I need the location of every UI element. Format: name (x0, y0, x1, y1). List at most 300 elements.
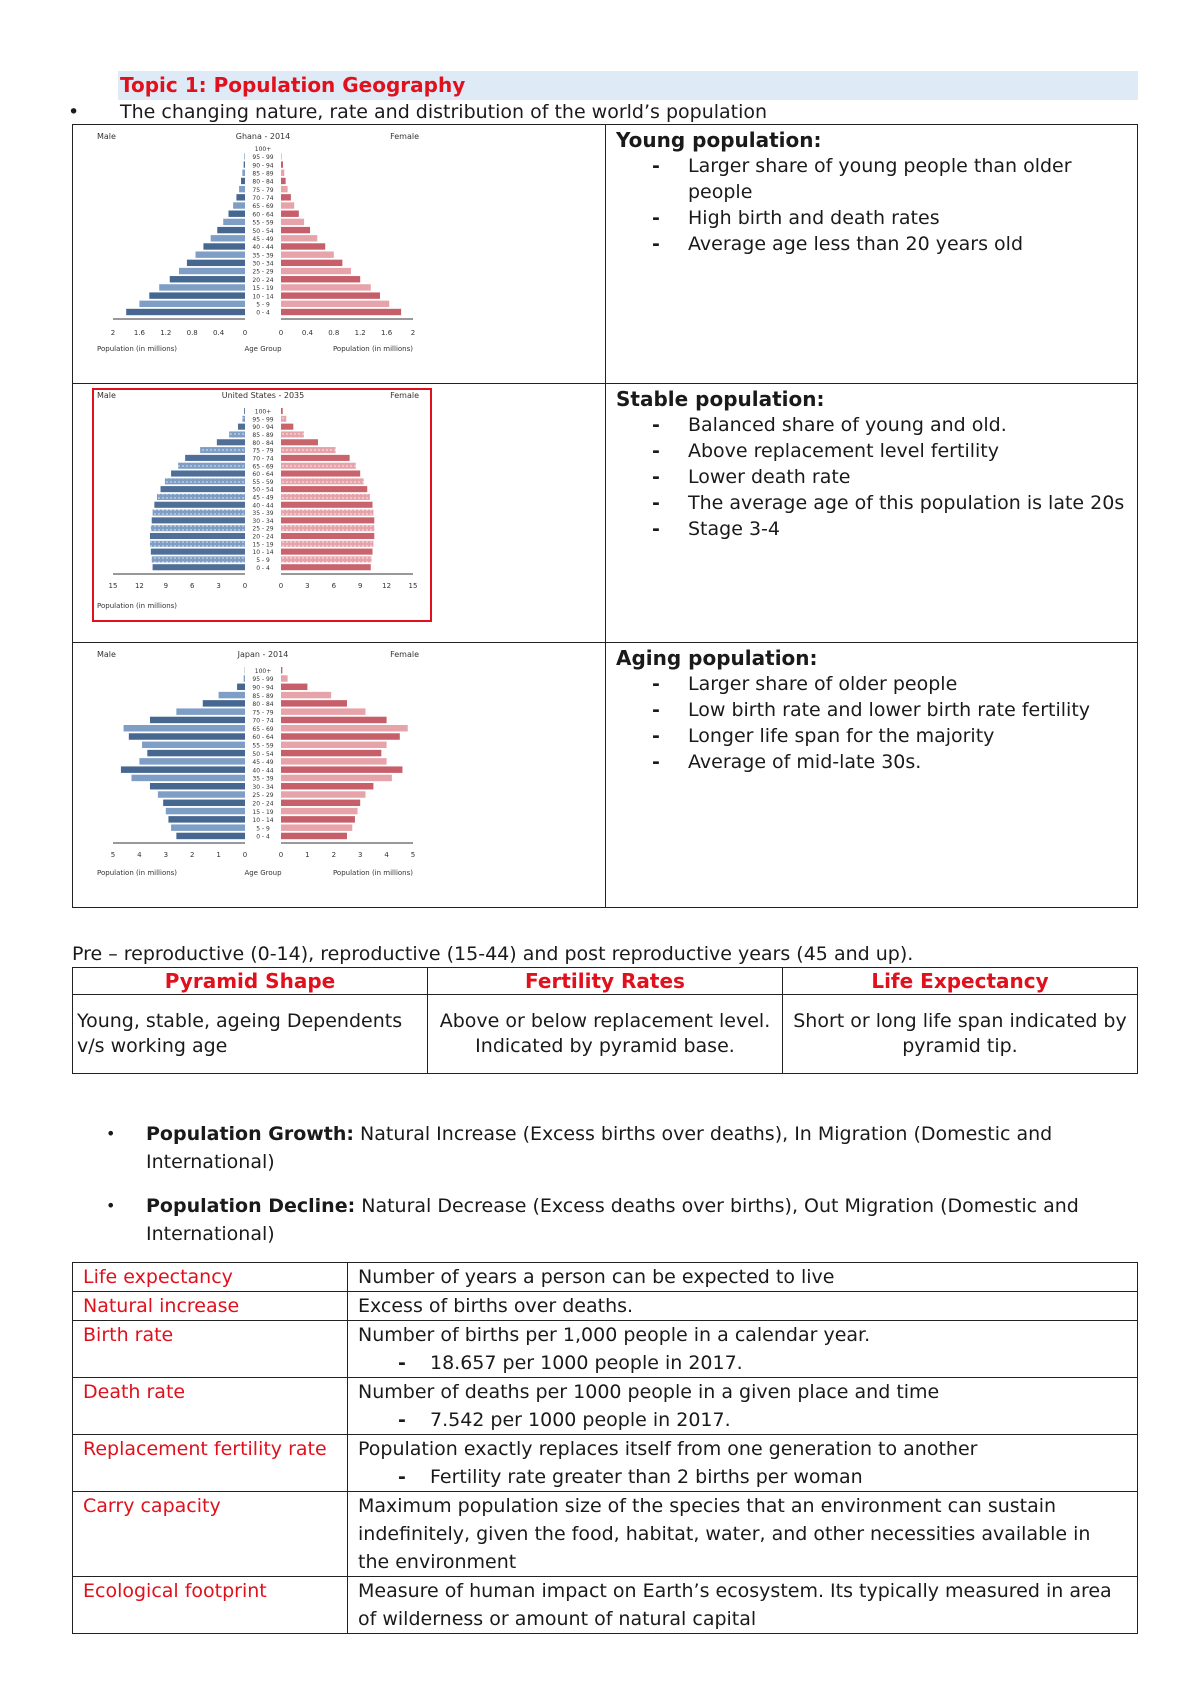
age-label: 30 - 34 (252, 783, 274, 791)
definition-term: Birth rate (73, 1321, 348, 1378)
age-label: 75 - 79 (252, 447, 274, 455)
pyramid-chart-japan (73, 643, 605, 907)
age-label: 100+ (254, 667, 272, 675)
age-label: 35 - 39 (252, 510, 274, 518)
bar-male (229, 211, 246, 217)
age-label: 85 - 89 (252, 692, 274, 700)
definition-text (348, 1292, 1138, 1321)
tick-label-left: 1 (216, 851, 221, 859)
bar-male (242, 170, 245, 176)
bar-female (281, 556, 372, 562)
topic-heading: Topic 1: Population Geography (118, 71, 1138, 100)
bar-female (281, 708, 365, 714)
population-decline-label: Population Decline: (146, 1195, 356, 1217)
age-label: 95 - 99 (252, 416, 274, 424)
bar-male (151, 549, 245, 555)
bar-female (281, 170, 284, 176)
label-male: Male (97, 650, 116, 659)
bar-female (281, 202, 294, 208)
cell-fertility-rates: Above or below replacement level. Indicated by pyramid base. (428, 995, 783, 1074)
bar-female (281, 431, 304, 437)
age-label: 70 - 74 (252, 455, 274, 463)
tick-label-right: 1 (305, 851, 310, 859)
bar-male (147, 750, 245, 756)
age-label: 65 - 69 (252, 203, 274, 211)
age-label: 90 - 94 (252, 424, 274, 432)
definition-main: Number of births per 1,000 people in a calendar year. (358, 1324, 871, 1346)
desc-list-item: - The average age of this population is late 20s (616, 490, 1127, 516)
pyramid-cell-stable (73, 384, 606, 643)
definition-main: Excess of births over deaths. (358, 1295, 634, 1317)
age-label: 50 - 54 (252, 227, 274, 235)
age-label: 5 - 9 (256, 556, 270, 564)
tick-label-right: 2 (410, 329, 416, 337)
definition-row (73, 1263, 1138, 1292)
bar-female (281, 692, 331, 698)
bar-female (281, 260, 342, 266)
age-label: 90 - 94 (252, 684, 274, 692)
bar-male (229, 431, 245, 437)
age-label: 40 - 44 (252, 502, 274, 510)
age-label: 40 - 44 (252, 244, 274, 252)
footer-right: Population (in millions) (332, 345, 413, 353)
bar-male (185, 455, 245, 461)
population-decline-item (100, 1192, 1130, 1248)
bar-female (281, 455, 350, 461)
desc-cell-young (606, 125, 1138, 384)
bar-female (281, 766, 402, 772)
age-label: 0 - 4 (256, 309, 270, 317)
bar-male (150, 717, 245, 723)
desc-list (616, 412, 1127, 542)
bar-male (171, 824, 245, 830)
definition-text (348, 1321, 1138, 1378)
desc-list (616, 153, 1127, 257)
bar-male (217, 439, 245, 445)
bar-female (281, 161, 283, 167)
bar-male (244, 161, 245, 167)
tick-label-left: 4 (137, 851, 142, 859)
age-label: 70 - 74 (252, 717, 274, 725)
definition-row (73, 1292, 1138, 1321)
bar-male (166, 808, 245, 814)
desc-cell-aging (606, 643, 1138, 908)
age-label: 75 - 79 (252, 186, 274, 194)
bar-female (281, 564, 371, 570)
bar-male (219, 692, 245, 698)
pyramid-chart-united-states (73, 384, 605, 642)
bar-female (281, 153, 282, 159)
bar-male (149, 292, 245, 298)
definition-row (73, 1321, 1138, 1378)
bar-male (176, 708, 245, 714)
bar-female (281, 791, 365, 797)
bar-female (281, 486, 367, 492)
age-label: 45 - 49 (252, 759, 274, 767)
bar-female (281, 243, 325, 249)
desc-list-item: - Average age less than 20 years old (616, 231, 1127, 257)
definition-row (73, 1577, 1138, 1634)
desc-list-item: - High birth and death rates (616, 205, 1127, 231)
fertility-table (72, 967, 1138, 1074)
age-label: 10 - 14 (252, 549, 274, 557)
tick-label-left: 0 (242, 329, 248, 337)
definition-term: Ecological footprint (73, 1577, 348, 1634)
bar-female (281, 416, 286, 422)
bar-male (121, 766, 245, 772)
desc-list-item: - Stage 3-4 (616, 516, 1127, 542)
bar-male (157, 494, 245, 500)
bar-female (281, 408, 283, 414)
bar-male (211, 235, 245, 241)
bar-male (154, 502, 245, 508)
age-label: 50 - 54 (252, 750, 274, 758)
definition-term: Life expectancy (73, 1263, 348, 1292)
bar-female (281, 824, 352, 830)
footer-left: Population (in millions) (97, 345, 178, 353)
bar-female (281, 447, 336, 453)
age-label: 65 - 69 (252, 463, 274, 471)
bar-female (281, 775, 392, 781)
desc-cell-stable (606, 384, 1138, 643)
cell-pyramid-shape: Young, stable, ageing Dependents v/s working age (73, 995, 428, 1074)
pyramid-cell-young (73, 125, 606, 384)
age-label: 65 - 69 (252, 725, 274, 733)
bar-male (153, 510, 245, 516)
header-pyramid-shape: Pyramid Shape (73, 968, 428, 995)
age-label: 15 - 19 (252, 808, 274, 816)
tick-label-left: 0 (242, 851, 248, 859)
bar-male (159, 284, 245, 290)
footer-mid: Age Group (244, 869, 282, 877)
bar-female (281, 502, 373, 508)
bar-male (151, 525, 245, 531)
desc-heading: Young population: (616, 128, 822, 152)
bar-male (131, 775, 245, 781)
definition-main: Maximum population size of the species that an environment can sustain indefinitely, given the food, habitat, water, and other necessities available in the environment (358, 1495, 1091, 1573)
age-label: 55 - 59 (252, 219, 274, 227)
bullet-icon: • (68, 101, 80, 123)
bar-male (244, 675, 245, 681)
age-label: 5 - 9 (256, 825, 270, 833)
age-label: 95 - 99 (252, 154, 274, 162)
bar-male (139, 301, 245, 307)
bar-male (163, 800, 245, 806)
tick-label-right: 15 (408, 582, 418, 590)
bar-male (244, 153, 245, 159)
tick-label-left: 12 (134, 582, 144, 590)
bar-male (158, 791, 245, 797)
tick-label-right: 12 (382, 582, 392, 590)
bar-female (281, 800, 360, 806)
age-label: 100+ (254, 145, 272, 153)
pyramid-title: Ghana - 2014 (235, 132, 291, 141)
age-label: 60 - 64 (252, 211, 274, 219)
bar-female (281, 235, 317, 241)
desc-heading: Stable population: (616, 387, 825, 411)
age-label: 75 - 79 (252, 709, 274, 717)
definition-term: Natural increase (73, 1292, 348, 1321)
bar-male (152, 517, 245, 523)
bar-female (281, 833, 347, 839)
topic-subline (68, 100, 767, 124)
bar-male (178, 463, 245, 469)
age-label: 95 - 99 (252, 676, 274, 684)
age-label: 0 - 4 (256, 564, 270, 572)
bar-male (233, 202, 245, 208)
age-label: 60 - 64 (252, 471, 274, 479)
bar-male (238, 424, 245, 430)
definitions-table (72, 1262, 1138, 1634)
label-female: Female (390, 391, 419, 400)
label-male: Male (97, 132, 116, 141)
growth-decline-list (100, 1120, 1130, 1264)
tick-label-right: 3 (357, 851, 363, 859)
header-fertility-rates: Fertility Rates (428, 968, 783, 995)
bar-male (217, 227, 245, 233)
bar-male (241, 178, 245, 184)
cell-life-expectancy: Short or long life span indicated by pyramid tip. (783, 995, 1138, 1074)
bar-female (281, 675, 288, 681)
age-label: 25 - 29 (252, 525, 274, 533)
bar-female (281, 541, 373, 547)
bar-male (203, 700, 245, 706)
bar-male (244, 408, 245, 414)
bar-female (281, 227, 310, 233)
age-label: 70 - 74 (252, 195, 274, 203)
definition-text (348, 1577, 1138, 1634)
tick-label-right: 4 (384, 851, 389, 859)
tick-label-left: 9 (163, 582, 169, 590)
population-growth-item (100, 1120, 1130, 1176)
desc-heading: Aging population: (616, 646, 818, 670)
tick-label-right: 5 (410, 851, 416, 859)
tick-label-right: 0 (278, 851, 284, 859)
bar-female (281, 808, 358, 814)
tick-label-right: 0.4 (301, 329, 313, 337)
bar-female (281, 494, 370, 500)
bar-female (281, 178, 286, 184)
header-life-expectancy: Life Expectancy (783, 968, 1138, 995)
bar-female (281, 549, 373, 555)
age-label: 10 - 14 (252, 817, 274, 825)
tick-label-right: 0 (278, 329, 284, 337)
definition-subpoint: - Fertility rate greater than 2 births per woman (358, 1463, 1127, 1491)
desc-list (616, 671, 1127, 775)
definition-row (73, 1435, 1138, 1492)
bar-female (281, 478, 364, 484)
age-label: 100+ (254, 408, 272, 416)
bar-female (281, 301, 389, 307)
pyramid-table (72, 124, 1138, 908)
desc-list-item: - Average of mid-late 30s. (616, 749, 1127, 775)
bar-male (152, 556, 245, 562)
tick-label-right: 9 (357, 582, 363, 590)
age-label: 30 - 34 (252, 260, 274, 268)
tick-label-left: 2 (189, 851, 195, 859)
bar-male (168, 816, 245, 822)
bar-female (281, 219, 304, 225)
bar-female (281, 510, 373, 516)
footer-left: Population (in millions) (97, 602, 178, 610)
age-label: 50 - 54 (252, 486, 274, 494)
tick-label-right: 0.8 (328, 329, 340, 337)
bar-male (187, 260, 245, 266)
age-label: 35 - 39 (252, 252, 274, 260)
age-label: 80 - 84 (252, 701, 274, 709)
tick-label-left: 6 (189, 582, 195, 590)
bar-male (196, 251, 246, 257)
bar-male (242, 416, 245, 422)
definition-term: Carry capacity (73, 1492, 348, 1577)
tick-label-right: 0 (278, 582, 284, 590)
tick-label-right: 2 (331, 851, 337, 859)
bar-female (281, 750, 381, 756)
desc-list-item: - Lower death rate (616, 464, 1127, 490)
age-label: 25 - 29 (252, 792, 274, 800)
desc-list-item: - Larger share of young people than older people (616, 153, 1127, 205)
bar-female (281, 742, 387, 748)
bar-female (281, 424, 293, 430)
bar-male (124, 725, 245, 731)
bar-male (200, 447, 245, 453)
bar-female (281, 525, 374, 531)
stable-population-desc (606, 384, 1137, 542)
tick-label-left: 1.6 (133, 329, 145, 337)
definition-text (348, 1435, 1138, 1492)
age-label: 5 - 9 (256, 301, 270, 309)
bar-female (281, 758, 387, 764)
tick-label-left: 3 (163, 851, 169, 859)
young-population-desc (606, 125, 1137, 257)
age-label: 0 - 4 (256, 833, 270, 841)
age-label: 55 - 59 (252, 742, 274, 750)
bar-male (142, 742, 245, 748)
definition-main: Population exactly replaces itself from one generation to another (358, 1438, 978, 1460)
age-label: 10 - 14 (252, 293, 274, 301)
tick-label-left: 2 (110, 329, 116, 337)
tick-label-right: 3 (305, 582, 310, 590)
footer-right: Population (in millions) (332, 869, 413, 877)
bar-female (281, 194, 291, 200)
tick-label-left: 0.8 (186, 329, 198, 337)
age-label: 20 - 24 (252, 800, 274, 808)
reproductive-years-line: Pre – reproductive (0-14), reproductive (15-44) and post reproductive years (45 and up). (72, 943, 914, 965)
definition-main: Measure of human impact on Earth’s ecosystem. Its typically measured in area of wilderness or amount of natural capital (358, 1580, 1112, 1630)
age-label: 15 - 19 (252, 285, 274, 293)
bar-male (153, 564, 245, 570)
desc-list-item: - Balanced share of young and old. (616, 412, 1127, 438)
bar-male (170, 276, 245, 282)
bar-female (281, 667, 282, 673)
definition-subpoint: - 18.657 per 1000 people in 2017. (358, 1349, 1127, 1377)
bar-male (237, 684, 245, 690)
age-label: 80 - 84 (252, 178, 274, 186)
age-label: 90 - 94 (252, 162, 274, 170)
tick-label-left: 3 (216, 582, 221, 590)
definition-main: Number of years a person can be expected to live (358, 1266, 835, 1288)
bar-female (281, 533, 374, 539)
tick-label-right: 6 (331, 582, 337, 590)
bar-female (281, 292, 380, 298)
bar-female (281, 717, 387, 723)
desc-list-item: - Low birth rate and lower birth rate fertility (616, 697, 1127, 723)
pyramid-title: Japan - 2014 (237, 650, 289, 659)
bar-female (281, 186, 288, 192)
bar-male (203, 243, 245, 249)
bar-male (150, 783, 245, 789)
age-label: 80 - 84 (252, 439, 274, 447)
bar-female (281, 309, 401, 315)
bar-female (281, 684, 307, 690)
bar-female (281, 284, 371, 290)
definition-text (348, 1378, 1138, 1435)
bar-male (236, 194, 245, 200)
population-decline-text: Natural Decrease (Excess deaths over births), Out Migration (Domestic and International) (146, 1195, 1079, 1245)
tick-label-left: 0 (242, 582, 248, 590)
aging-population-desc (606, 643, 1137, 775)
bar-male (150, 533, 245, 539)
tick-label-left: 5 (110, 851, 116, 859)
bar-female (281, 733, 400, 739)
definition-main: Number of deaths per 1000 people in a given place and time (358, 1381, 940, 1403)
tick-label-left: 1.2 (160, 329, 172, 337)
bar-male (150, 541, 245, 547)
age-label: 85 - 89 (252, 432, 274, 440)
definition-subpoint: - 7.542 per 1000 people in 2017. (358, 1406, 1127, 1434)
label-female: Female (390, 650, 419, 659)
age-label: 30 - 34 (252, 517, 274, 525)
tick-label-left: 15 (108, 582, 118, 590)
tick-label-right: 1.2 (354, 329, 366, 337)
desc-list-item: - Larger share of older people (616, 671, 1127, 697)
age-label: 45 - 49 (252, 235, 274, 243)
bar-male (176, 833, 245, 839)
bar-male (179, 268, 245, 274)
definition-text (348, 1492, 1138, 1577)
bar-female (281, 517, 374, 523)
bar-male (161, 486, 245, 492)
definition-row (73, 1378, 1138, 1435)
bar-male (239, 186, 245, 192)
age-label: 20 - 24 (252, 276, 274, 284)
age-label: 25 - 29 (252, 268, 274, 276)
footer-mid: Age Group (244, 345, 282, 353)
age-label: 60 - 64 (252, 734, 274, 742)
bar-female (281, 816, 355, 822)
pyramid-title: United States - 2035 (221, 391, 305, 400)
age-label: 35 - 39 (252, 775, 274, 783)
bar-female (281, 439, 318, 445)
bar-male (126, 309, 245, 315)
definition-term: Death rate (73, 1378, 348, 1435)
age-label: 45 - 49 (252, 494, 274, 502)
tick-label-right: 1.6 (381, 329, 393, 337)
definition-text (348, 1263, 1138, 1292)
population-growth-label: Population Growth: (146, 1123, 355, 1145)
bar-female (281, 251, 334, 257)
age-label: 85 - 89 (252, 170, 274, 178)
bar-female (281, 268, 351, 274)
tick-label-left: 0.4 (213, 329, 225, 337)
pyramid-chart-ghana (73, 125, 605, 383)
age-label: 40 - 44 (252, 767, 274, 775)
bar-male (129, 733, 245, 739)
definition-row (73, 1492, 1138, 1577)
age-label: 15 - 19 (252, 541, 274, 549)
bar-male (223, 219, 245, 225)
bar-female (281, 463, 356, 469)
